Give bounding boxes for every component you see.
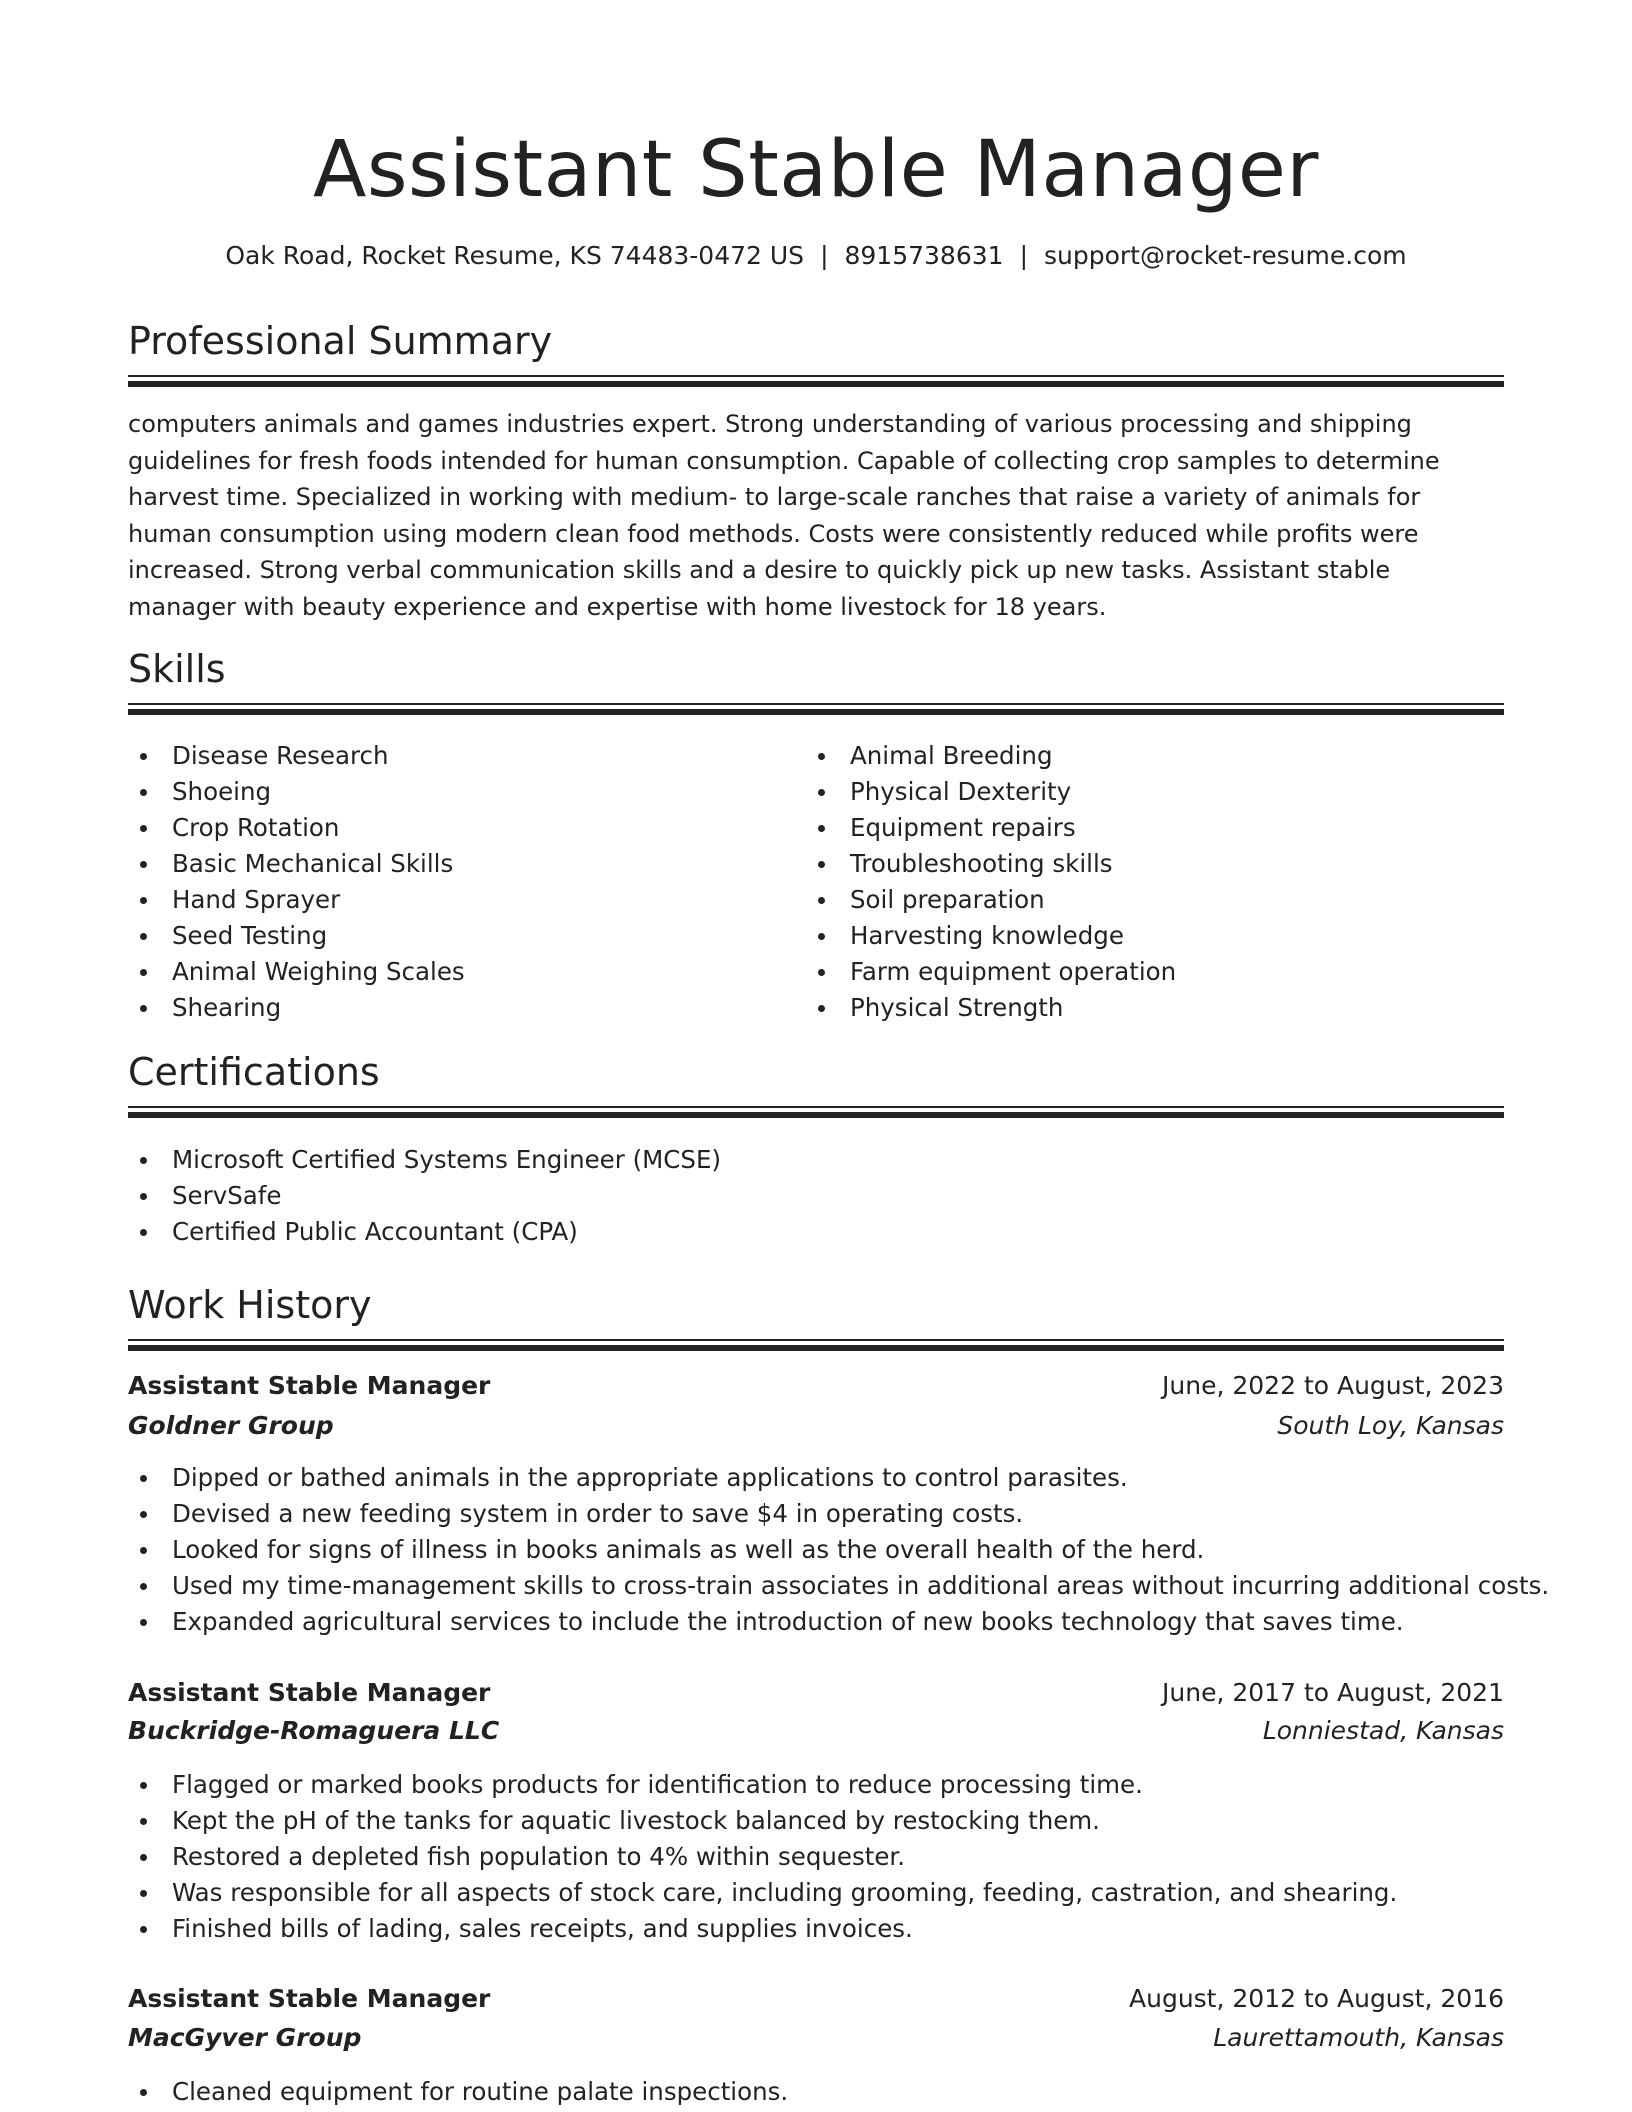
job-title: Assistant Stable Manager [128,1678,491,1707]
job-company: Buckridge-Romaguera LLC [128,1716,500,1745]
job-bullet: Flagged or marked books products for identification to reduce processing time. [128,1767,1504,1803]
job-title: Assistant Stable Manager [128,1371,491,1400]
job-bullet: Cleaned equipment for routine palate inspections. [128,2074,1504,2110]
certification-item: ServSafe [128,1178,1504,1214]
job-bullet-list [128,2074,1504,2110]
job-dates: June, 2022 to August, 2023 [1162,1371,1504,1400]
contact-email: support@rocket-resume.com [1044,241,1407,270]
job-bullet-list [128,1767,1504,1947]
section-divider [128,1339,1504,1351]
job-bullet-list [128,1460,1550,1640]
job-bullet: Dipped or bathed animals in the appropriate applications to control parasites. [128,1460,1504,1496]
skill-item: Disease Research [128,738,788,774]
skill-item: Seed Testing [128,918,788,954]
skill-item: Hand Sprayer [128,882,788,918]
skill-item: Equipment repairs [806,810,1466,846]
job-location: Laurettamouth, Kansas [1213,2023,1504,2052]
job-bullet: Finished bills of lading, sales receipts, and supplies invoices. [128,1911,1504,1947]
contact-line [128,238,1504,274]
job-bullet: Looked for signs of illness in books animals as well as the overall health of the herd. [128,1532,1504,1568]
job-location: South Loy, Kansas [1277,1411,1504,1440]
skill-item: Harvesting knowledge [806,918,1466,954]
section-title-skills: Skills [128,647,226,691]
certification-item: Certified Public Accountant (CPA) [128,1214,1504,1250]
job-bullet: Was responsible for all aspects of stock care, including grooming, feeding, castration, and shearing. [128,1875,1504,1911]
job-location: Lonniestad, Kansas [1262,1716,1504,1745]
section-divider [128,1106,1504,1118]
resume-name: Assistant Stable Manager [313,125,1319,215]
skill-item: Basic Mechanical Skills [128,846,788,882]
section-title-work-history: Work History [128,1283,372,1327]
contact-separator: | [820,241,829,270]
skill-item: Crop Rotation [128,810,788,846]
skills-list-left [128,738,788,1026]
skills-list-right [806,738,1466,1026]
job-title: Assistant Stable Manager [128,1984,491,2013]
contact-phone: 8915738631 [844,241,1004,270]
skill-item: Animal Breeding [806,738,1466,774]
job-company: MacGyver Group [128,2023,362,2052]
section-title-certifications: Certifications [128,1050,380,1094]
skill-item: Physical Dexterity [806,774,1466,810]
skill-item: Soil preparation [806,882,1466,918]
job-company: Goldner Group [128,1411,334,1440]
summary-text: computers animals and games industries expert. Strong understanding of various processing and shipping guidelines for fresh foods intended for human consumption. Capable of collecting crop samples to determine harvest time. Specialized in working with medium- to large-scale ranches that raise a variety of animals for human consumption using modern clean food methods. Costs were consistently reduced while profits were increased. Strong verbal communication skills and a desire to quickly pick up new tasks. Assistant stable manager with beauty experience and expertise with home livestock for 18 years. [128,410,1440,621]
skill-item: Shoeing [128,774,788,810]
skill-item: Animal Weighing Scales [128,954,788,990]
skill-item: Troubleshooting skills [806,846,1466,882]
section-title-summary: Professional Summary [128,319,553,363]
job-bullet: Restored a depleted fish population to 4% within sequester. [128,1839,1504,1875]
skill-item: Physical Strength [806,990,1466,1026]
certifications-list [128,1142,1504,1250]
job-bullet: Used my time-management skills to cross-train associates in additional areas without incurring additional costs. [128,1568,1504,1604]
contact-address: Oak Road, Rocket Resume, KS 74483-0472 US [225,241,805,270]
contact-separator: | [1019,241,1028,270]
skill-item: Farm equipment operation [806,954,1466,990]
certification-item: Microsoft Certified Systems Engineer (MCSE) [128,1142,1504,1178]
section-divider [128,703,1504,715]
job-dates: August, 2012 to August, 2016 [1129,1984,1504,2013]
job-bullet: Kept the pH of the tanks for aquatic livestock balanced by restocking them. [128,1803,1504,1839]
section-divider [128,375,1504,387]
job-dates: June, 2017 to August, 2021 [1162,1678,1504,1707]
skill-item: Shearing [128,990,788,1026]
job-bullet: Devised a new feeding system in order to save $4 in operating costs. [128,1496,1504,1532]
job-bullet: Expanded agricultural services to include the introduction of new books technology that saves time. [128,1604,1504,1640]
